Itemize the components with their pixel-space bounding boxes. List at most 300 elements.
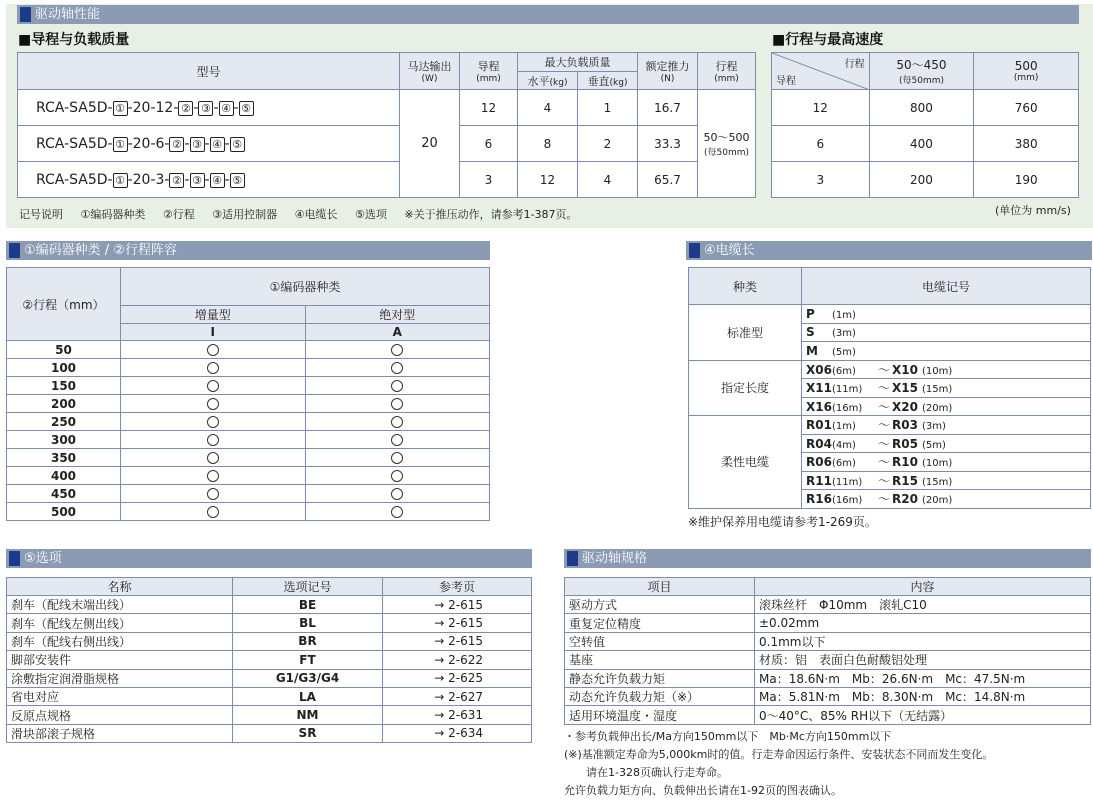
table-row [7, 449, 490, 467]
speed-v1: 200 [869, 162, 974, 198]
horiz: 12 [518, 162, 578, 198]
spec-item: 空转值 [565, 632, 755, 650]
table-row [7, 485, 490, 503]
cable-code-cell [802, 323, 1091, 342]
dash: - [204, 135, 210, 152]
circle-icon [207, 506, 219, 518]
circle-icon [391, 488, 403, 500]
h-stroke-unit: (mm) [714, 74, 739, 84]
h-payload: 最大负载质量 [518, 53, 638, 72]
code-box-4: ④ [210, 137, 225, 152]
cable-type: 指定长度 [689, 360, 802, 416]
unit-note: (单位为 mm/s) [995, 204, 1071, 217]
spec-note: ・参考负载伸出长/Ma方向150mm以下 Mb·Mc方向150mm以下 [564, 730, 892, 743]
legend-option: ⑤选项 [355, 208, 387, 221]
option-name: 省电对应 [7, 687, 233, 705]
stroke-value: 350 [7, 449, 121, 467]
table-row [772, 126, 1079, 162]
inc-available [121, 449, 306, 467]
code-box-2: ② [169, 173, 184, 188]
section-title: ④电缆长 [704, 243, 755, 258]
spec-value: Ma：5.81N·m Mb：8.30N·m Mc：14.8N·m [755, 687, 1091, 705]
code-box-5: ⑤ [230, 173, 245, 188]
code-box-1: ① [113, 173, 128, 188]
stroke-value: 50～500 [703, 131, 750, 144]
abs-available [305, 503, 490, 521]
code-box-2: ② [169, 137, 184, 152]
option-ref: → 2-631 [383, 706, 532, 724]
lead-payload-table [17, 52, 756, 198]
thrust: 65.7 [638, 162, 698, 198]
h-stroke-mm: ②行程（mm） [7, 268, 121, 341]
stroke-value: 400 [7, 467, 121, 485]
cable-code-b: R20 [892, 492, 918, 507]
thrust: 33.3 [638, 126, 698, 162]
cable-code-cell [802, 342, 1091, 361]
h-lead [460, 53, 518, 90]
speed-lead: 12 [772, 90, 870, 126]
inc-available [121, 395, 306, 413]
dash: - [184, 135, 190, 152]
table-row [565, 687, 1091, 705]
section-title: 驱动轴性能 [35, 7, 101, 22]
model-mid: -20-3- [127, 171, 170, 188]
spec-table [564, 577, 1091, 725]
legend-stroke: ②行程 [162, 208, 195, 221]
cable-code-a: X16 [806, 399, 832, 414]
table-row [18, 126, 756, 162]
section-marker [9, 551, 20, 566]
cable-len-a: (1m) [832, 309, 856, 321]
cable-code-cell [802, 360, 1091, 379]
legend-controller: ③适用控制器 [212, 208, 278, 221]
legend-label: 记号说明 [19, 208, 63, 221]
tilde: ～ [878, 362, 891, 377]
table-row [7, 687, 532, 705]
circle-icon [391, 416, 403, 428]
option-name: 脚部安装件 [7, 651, 233, 669]
table-row [565, 651, 1091, 669]
option-name: 涂敷指定润滑脂规格 [7, 669, 233, 687]
circle-icon [391, 398, 403, 410]
table-row [565, 669, 1091, 687]
tilde: ～ [878, 381, 891, 396]
cable-code-b: X20 [892, 399, 918, 414]
inc-available [121, 359, 306, 377]
stroke-value: 500 [7, 503, 121, 521]
h-lead-label: 导程 [477, 60, 500, 73]
h-lead-unit: (mm) [476, 74, 501, 84]
circle-icon [207, 488, 219, 500]
table-row [18, 162, 756, 198]
circle-icon [391, 344, 403, 356]
tilde: ～ [878, 436, 891, 451]
section-marker [689, 243, 700, 258]
model-prefix: RCA-SA5D- [36, 99, 113, 116]
abs-available [305, 395, 490, 413]
h-cable-code: 电缆记号 [802, 268, 1091, 305]
table-row [18, 90, 756, 126]
cable-code-cell [802, 416, 1091, 435]
circle-icon [207, 398, 219, 410]
cable-code-cell [802, 434, 1091, 453]
cable-type: 柔性电缆 [689, 416, 802, 509]
speed-lead: 6 [772, 126, 870, 162]
option-code: BE [233, 596, 383, 614]
code-box-1: ① [113, 101, 128, 116]
cable-code-a: X06 [806, 362, 832, 377]
spec-item: 基座 [565, 651, 755, 669]
table-row [7, 359, 490, 377]
spec-item: 静态允许负载力矩 [565, 669, 755, 687]
tilde: ～ [878, 492, 891, 507]
dash: - [213, 99, 219, 116]
section-title: 驱动轴规格 [582, 551, 648, 566]
table-row [7, 669, 532, 687]
spec-value: ±0.02mm [755, 614, 1091, 632]
cable-table [688, 267, 1091, 509]
circle-icon [207, 434, 219, 446]
h-abs-code: A [305, 324, 490, 341]
table-row [7, 377, 490, 395]
h-vert [578, 72, 638, 90]
model-code [18, 162, 400, 198]
col1-sub: (每50mm) [898, 76, 944, 86]
spec-item: 驱动方式 [565, 596, 755, 614]
cable-code-a: R01 [806, 418, 832, 433]
cable-len-a: (16m) [832, 495, 863, 507]
code-box-5: ⑤ [230, 137, 245, 152]
h-motor-label: 马达输出 [407, 60, 452, 73]
code-box-4: ④ [210, 173, 225, 188]
cable-len-b: (20m) [922, 495, 953, 507]
horiz: 4 [518, 90, 578, 126]
table-row [7, 431, 490, 449]
model-prefix: RCA-SA5D- [36, 171, 113, 188]
cable-code-b: R05 [892, 436, 918, 451]
section-marker [9, 243, 20, 258]
inc-available [121, 413, 306, 431]
cable-len-a: (11m) [832, 384, 863, 396]
cable-len-b: (20m) [922, 402, 953, 414]
h-horiz-unit: (kg) [549, 77, 568, 88]
option-ref: → 2-615 [383, 596, 532, 614]
code-box-3: ③ [198, 101, 213, 116]
option-name: 滑块部滚子规格 [7, 724, 233, 742]
option-code: BR [233, 632, 383, 650]
cable-code-a: R06 [806, 455, 832, 470]
option-code: G1/G3/G4 [233, 669, 383, 687]
h-motor-unit: (W) [421, 74, 438, 84]
stroke-range [698, 90, 756, 198]
dash: - [184, 171, 190, 188]
inc-available [121, 341, 306, 359]
option-ref: → 2-634 [383, 724, 532, 742]
cable-code-cell [802, 453, 1091, 472]
vert: 2 [578, 126, 638, 162]
table-row [7, 341, 490, 359]
corner-top: 行程 [844, 59, 865, 70]
section-bar-spec [564, 549, 1091, 568]
cable-code-b: R10 [892, 455, 918, 470]
cable-len-a: (6m) [832, 365, 856, 377]
col1-label: 50～450 [896, 58, 947, 72]
section-title: ⑤选项 [24, 551, 62, 566]
cable-code-a: X11 [806, 381, 832, 396]
model-mid: -20-12- [127, 99, 179, 116]
table-row [7, 395, 490, 413]
vert: 1 [578, 90, 638, 126]
cable-len-b: (10m) [922, 458, 953, 470]
cable-len-a: (1m) [832, 421, 856, 433]
cable-len-b: (10m) [922, 365, 953, 377]
option-ref: → 2-615 [383, 632, 532, 650]
model-code [18, 90, 400, 126]
code-box-4: ④ [219, 101, 234, 116]
code-box-5: ⑤ [239, 101, 254, 116]
dash: - [193, 99, 199, 116]
h-vert-label: 垂直 [587, 74, 610, 88]
cable-code-a: R11 [806, 473, 832, 488]
spec-item: 适用环境温度・湿度 [565, 706, 755, 724]
section-bar-cable [686, 241, 1092, 260]
table-row [7, 413, 490, 431]
section-marker [20, 7, 31, 22]
inc-available [121, 485, 306, 503]
abs-available [305, 449, 490, 467]
speed-v2: 760 [974, 90, 1079, 126]
h-speed-col1 [869, 53, 974, 90]
code-box-1: ① [113, 137, 128, 152]
cable-note: ※维护保养用电缆请参考1-269页。 [688, 515, 877, 529]
abs-available [305, 485, 490, 503]
stroke-note: (每50mm) [703, 148, 749, 158]
vert: 4 [578, 162, 638, 198]
tilde: ～ [878, 418, 891, 433]
cable-code-a: R16 [806, 492, 832, 507]
option-code: SR [233, 724, 383, 742]
table-row [7, 632, 532, 650]
option-code: FT [233, 651, 383, 669]
cable-code-b: X15 [892, 381, 918, 396]
option-name: 刹车（配线左侧出线） [7, 614, 233, 632]
stroke-value: 250 [7, 413, 121, 431]
circle-icon [207, 470, 219, 482]
col2-sub: (mm) [1013, 73, 1039, 83]
table-row [7, 706, 532, 724]
spec-value: 滚珠丝杆 Φ10mm 滚轧C10 [755, 596, 1091, 614]
option-name: 刹车（配线右侧出线） [7, 632, 233, 650]
abs-available [305, 413, 490, 431]
legend-cable: ④电缆长 [294, 208, 338, 221]
cable-code-a: S [806, 325, 815, 340]
speed-table [771, 52, 1079, 198]
h-horiz-label: 水平 [527, 74, 550, 88]
abs-available [305, 341, 490, 359]
section-bar-options [6, 549, 532, 568]
abs-available [305, 467, 490, 485]
stroke-value: 150 [7, 377, 121, 395]
h-opt-code: 选项记号 [233, 578, 383, 596]
cable-len-a: (16m) [832, 402, 863, 414]
dash: - [224, 135, 230, 152]
spec-note: 允许负载力矩方向、负载伸出长请在1-92页的图表确认。 [564, 784, 842, 797]
table-row [7, 503, 490, 521]
speed-v1: 800 [869, 90, 974, 126]
circle-icon [391, 470, 403, 482]
option-code: NM [233, 706, 383, 724]
h-type: 种类 [689, 268, 802, 305]
cable-code-cell [802, 471, 1091, 490]
circle-icon [391, 452, 403, 464]
cable-len-a: (11m) [832, 476, 863, 488]
h-opt-name: 名称 [7, 578, 233, 596]
h-vert-unit: (kg) [609, 77, 628, 88]
dash: - [204, 171, 210, 188]
option-code: BL [233, 614, 383, 632]
tilde: ～ [878, 399, 891, 414]
table-row [7, 724, 532, 742]
circle-icon [207, 416, 219, 428]
cable-code-b: R03 [892, 418, 918, 433]
model-mid: -20-6- [127, 135, 170, 152]
code-box-3: ③ [190, 137, 205, 152]
section-bar-encoder [6, 241, 490, 260]
cable-len-b: (5m) [922, 439, 946, 451]
spec-notes [564, 728, 1091, 800]
dash: - [224, 171, 230, 188]
circle-icon [207, 344, 219, 356]
circle-icon [207, 380, 219, 392]
option-ref: → 2-622 [383, 651, 532, 669]
speed-table-title: ■行程与最高速度 [772, 32, 884, 48]
h-thrust-label: 额定推力 [645, 60, 690, 73]
cable-len-a: (4m) [832, 439, 856, 451]
cable-len-a: (6m) [832, 458, 856, 470]
table-row [565, 596, 1091, 614]
speed-lead: 3 [772, 162, 870, 198]
col2-label: 500 [1014, 59, 1038, 73]
cable-code-a: R04 [806, 436, 832, 451]
table-row [772, 90, 1079, 126]
model-code [18, 126, 400, 162]
h-horiz [518, 72, 578, 90]
h-spec-item: 项目 [565, 578, 755, 596]
stroke-value: 50 [7, 341, 121, 359]
options-table [6, 577, 532, 743]
table-row [689, 416, 1091, 435]
spec-item: 重复定位精度 [565, 614, 755, 632]
tilde: ～ [878, 473, 891, 488]
cable-code-cell [802, 490, 1091, 509]
h-spec-content: 内容 [755, 578, 1091, 596]
option-name: 刹车（配线末端出线） [7, 596, 233, 614]
inc-available [121, 431, 306, 449]
h-abs: 绝对型 [305, 306, 490, 324]
lead-table-title: ■导程与负载质量 [18, 32, 130, 48]
corner-cell [772, 53, 870, 90]
code-box-3: ③ [190, 173, 205, 188]
h-thrust [638, 53, 698, 90]
legend-note: ※关于推压动作，请参考1-387页。 [404, 208, 578, 221]
spec-value: Ma：18.6N·m Mb：26.6N·m Mc：47.5N·m [755, 669, 1091, 687]
table-row [7, 596, 532, 614]
stroke-value: 450 [7, 485, 121, 503]
circle-icon [391, 362, 403, 374]
circle-icon [207, 452, 219, 464]
table-row [565, 706, 1091, 724]
code-box-2: ② [178, 101, 193, 116]
cable-code-a: P [806, 306, 815, 321]
table-row [7, 467, 490, 485]
table-row [772, 162, 1079, 198]
table-row [7, 651, 532, 669]
circle-icon [391, 380, 403, 392]
stroke-value: 100 [7, 359, 121, 377]
h-stroke-label: 行程 [715, 60, 738, 73]
table-row [689, 305, 1091, 324]
h-encoder: ①编码器种类 [121, 268, 490, 306]
circle-icon [391, 506, 403, 518]
circle-icon [391, 434, 403, 446]
inc-available [121, 377, 306, 395]
section-marker [567, 551, 578, 566]
h-inc-code: I [121, 324, 306, 341]
spec-item: 动态允许负载力矩（※） [565, 687, 755, 705]
abs-available [305, 359, 490, 377]
spec-value: 0～40°C、85% RH以下（无结露） [755, 706, 1091, 724]
spec-note: 请在1-328页确认行走寿命。 [564, 766, 728, 779]
option-ref: → 2-625 [383, 669, 532, 687]
thrust: 16.7 [638, 90, 698, 126]
cable-len-b: (15m) [922, 476, 953, 488]
model-prefix: RCA-SA5D- [36, 135, 113, 152]
option-code: LA [233, 687, 383, 705]
cable-code-b: R15 [892, 473, 918, 488]
abs-available [305, 431, 490, 449]
inc-available [121, 503, 306, 521]
option-ref: → 2-627 [383, 687, 532, 705]
h-model: 型号 [18, 53, 400, 90]
cable-code-a: M [806, 343, 818, 358]
encoder-table [6, 267, 490, 521]
speed-v2: 380 [974, 126, 1079, 162]
h-stroke [698, 53, 756, 90]
spec-value: 0.1mm以下 [755, 632, 1091, 650]
stroke-value: 200 [7, 395, 121, 413]
spec-note: (※)基准额定寿命为5,000km时的值。行走寿命因运行条件、安装状态不同而发生变化。 [564, 748, 994, 761]
spec-value: 材质：铝 表面白色耐酸铝处理 [755, 651, 1091, 669]
inc-available [121, 467, 306, 485]
table-row [565, 632, 1091, 650]
cable-code-cell [802, 379, 1091, 398]
h-thrust-unit: (N) [660, 74, 675, 84]
table-row [565, 614, 1091, 632]
h-opt-ref: 参考页 [383, 578, 532, 596]
cable-code-b: X10 [892, 362, 918, 377]
lead: 12 [460, 90, 518, 126]
stroke-value: 300 [7, 431, 121, 449]
table-row [689, 360, 1091, 379]
tilde: ～ [878, 455, 891, 470]
speed-v2: 190 [974, 162, 1079, 198]
table-row [7, 614, 532, 632]
lead: 3 [460, 162, 518, 198]
abs-available [305, 377, 490, 395]
circle-icon [207, 362, 219, 374]
legend-row [19, 206, 578, 222]
dash: - [233, 99, 239, 116]
